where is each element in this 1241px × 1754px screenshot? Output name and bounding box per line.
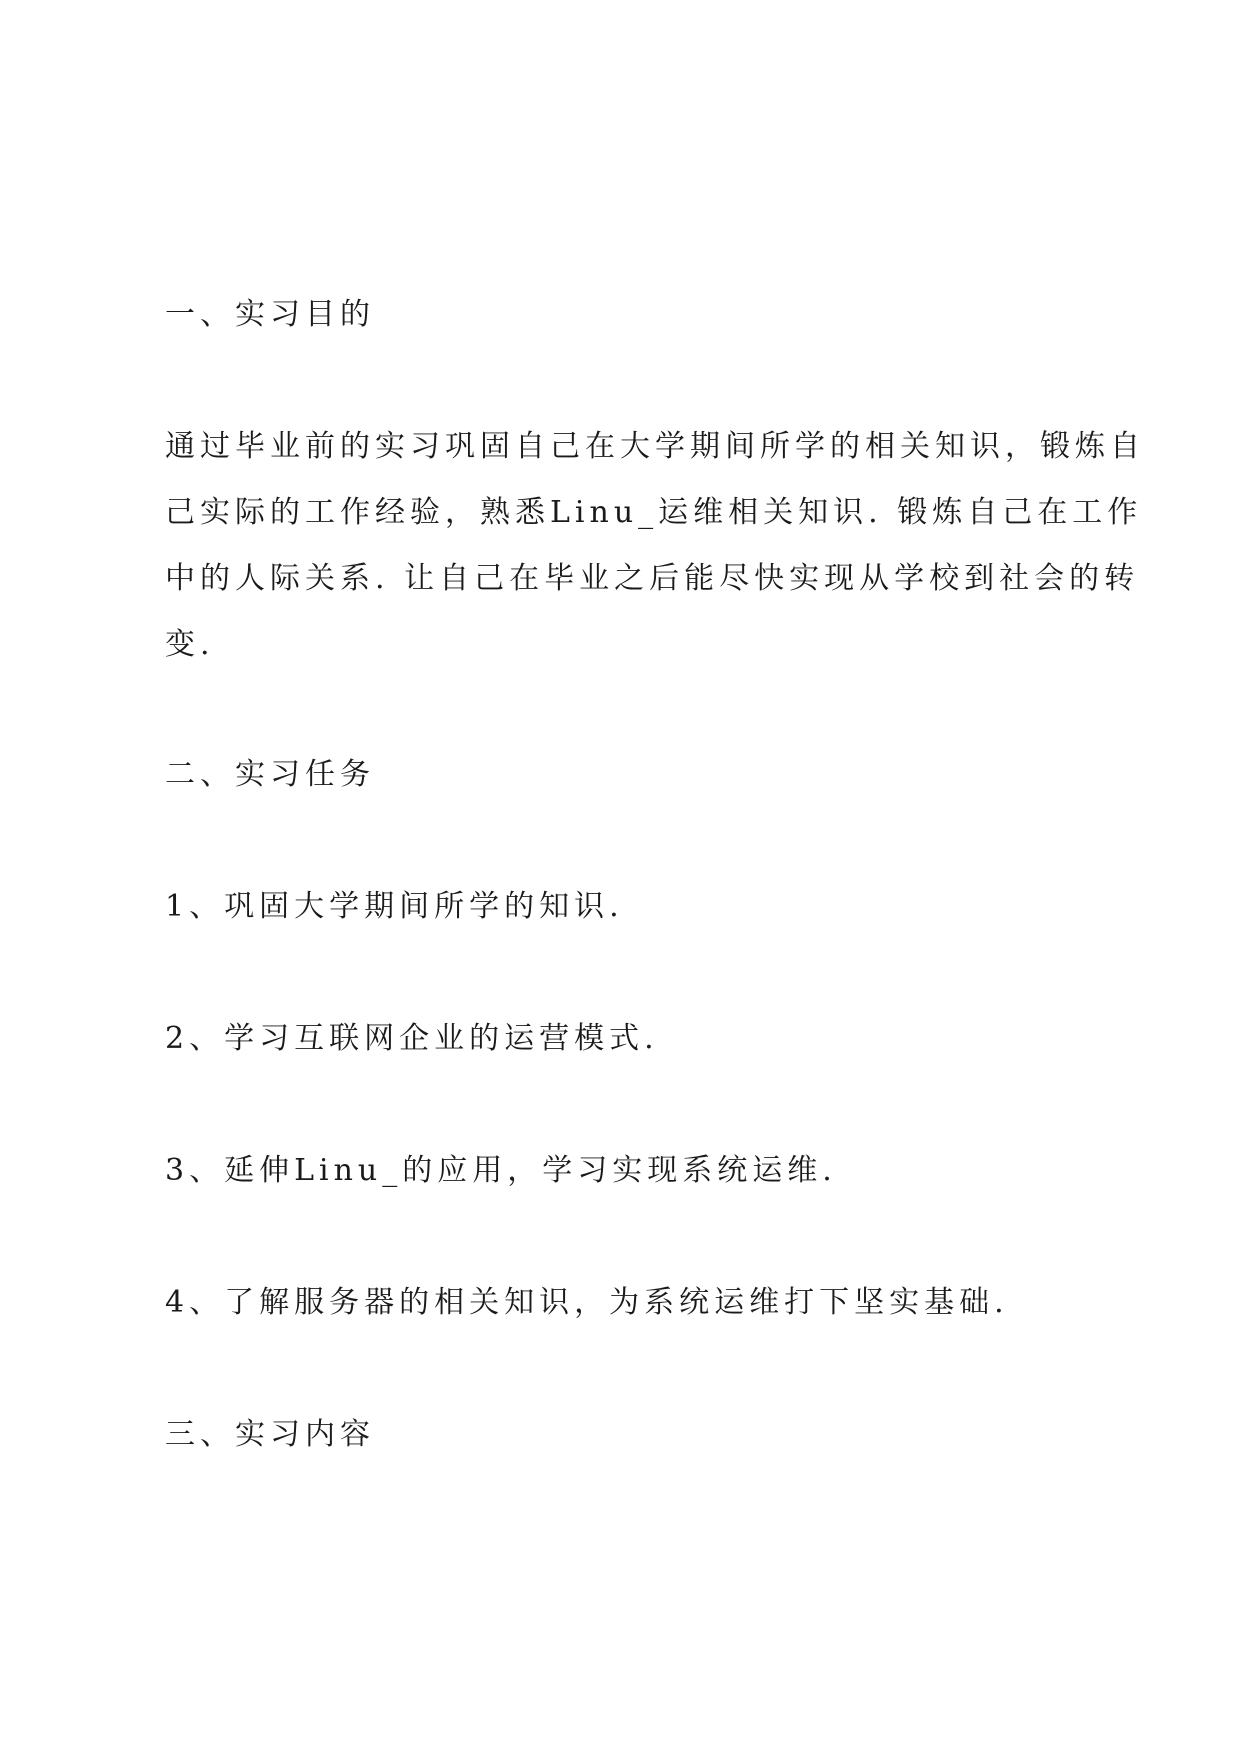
purpose-paragraph-line: 中的人际关系. 让自己在毕业之后能尽快实现从学校到社会的转: [165, 561, 1140, 596]
purpose-paragraph-line: 己实际的工作经验，熟悉Linu_运维相关知识. 锻炼自己在工作: [165, 495, 1143, 530]
section-heading-purpose: 一、实习目的: [165, 297, 375, 332]
purpose-paragraph-line: 通过毕业前的实习巩固自己在大学期间所学的相关知识，锻炼自: [165, 429, 1145, 464]
section-heading-tasks: 二、实习任务: [165, 757, 375, 792]
task-list-item: 1、巩固大学期间所学的知识.: [165, 889, 624, 924]
task-list-item: 4、了解服务器的相关知识，为系统运维打下坚实基础.: [165, 1285, 1009, 1320]
task-list-item: 2、学习互联网企业的运营模式.: [165, 1021, 659, 1056]
task-list-item: 3、延伸Linu_的应用，学习实现系统运维.: [165, 1153, 837, 1188]
purpose-paragraph-line: 变.: [165, 627, 215, 662]
section-heading-content: 三、实习内容: [165, 1417, 375, 1452]
